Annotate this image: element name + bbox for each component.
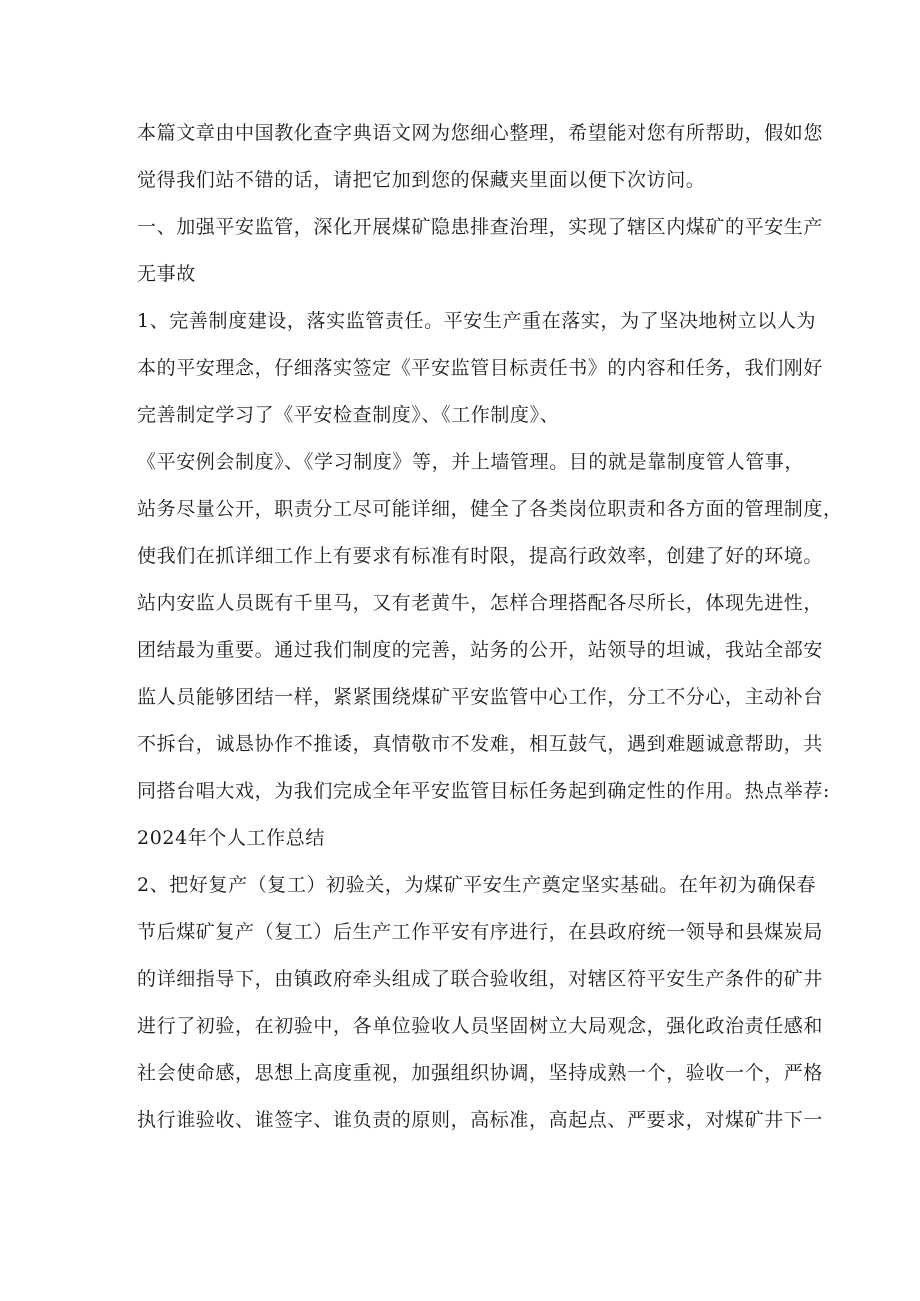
text-line: 进行了初验，在初验中，各单位验收人员坚固树立大局观念，强化政治责任感和 xyxy=(137,1015,824,1037)
text-line: 社会使命感，思想上高度重视，加强组织协调，坚持成熟一个，验收一个，严格 xyxy=(137,1062,824,1084)
heading-line: 一、加强平安监管，深化开展煤矿隐患排查治理，实现了辖区内煤矿的平安生产 xyxy=(137,216,824,238)
text-line: 的详细指导下，由镇政府牵头组成了联合验收组，对辖区符平安生产条件的矿井 xyxy=(137,968,824,990)
text-line: 监人员能够团结一样，紧紧围绕煤矿平安监管中心工作，分工不分心，主动补台 xyxy=(137,686,824,708)
text-line: 站务尽量公开，职责分工尽可能详细，健全了各类岗位职责和各方面的管理制度， xyxy=(137,498,843,520)
text-line: 不拆台，诚恳协作不推诿，真情敬市不发难，相互鼓气，遇到难题诚意帮助，共 xyxy=(137,733,824,755)
text-line: 完善制定学习了《平安检查制度》、《工作制度》、 xyxy=(137,404,560,426)
text-line: 2024年个人工作总结 xyxy=(137,827,325,849)
text-line: 1、完善制度建设，落实监管责任。平安生产重在落实，为了坚决地树立以人为 xyxy=(137,310,817,332)
text-line: 本的平安理念，仔细落实签定《平安监管目标责任书》的内容和任务，我们刚好 xyxy=(137,357,824,379)
text-line: 使我们在抓详细工作上有要求有标准有时限，提高行政效率，创建了好的环境。 xyxy=(137,545,824,567)
text-line: 执行谁验收、谁签字、谁负责的原则，高标准，高起点、严要求，对煤矿井下一 xyxy=(137,1109,824,1131)
text-line: 本篇文章由中国教化查字典语文网为您细心整理，希望能对您有所帮助，假如您 xyxy=(137,122,824,144)
heading-line: 无事故 xyxy=(137,263,196,285)
text-line: 2、把好复产（复工）初验关，为煤矿平安生产奠定坚实基础。在年初为确保春 xyxy=(137,874,817,896)
text-line: 《平安例会制度》、《学习制度》等，并上墙管理。目的就是靠制度管人管事， xyxy=(137,451,805,473)
text-line: 节后煤矿复产（复工）后生产工作平安有序进行，在县政府统一领导和县煤炭局 xyxy=(137,921,824,943)
text-line: 团结最为重要。通过我们制度的完善，站务的公开，站领导的坦诚，我站全部安 xyxy=(137,639,824,661)
text-line: 同搭台唱大戏，为我们完成全年平安监管目标任务起到确定性的作用。热点举荐: xyxy=(137,780,831,802)
text-line: 觉得我们站不错的话，请把它加到您的保藏夹里面以便下次访问。 xyxy=(137,169,706,191)
text-line: 站内安监人员既有千里马，又有老黄牛，怎样合理搭配各尽所长，体现先进性， xyxy=(137,592,824,614)
